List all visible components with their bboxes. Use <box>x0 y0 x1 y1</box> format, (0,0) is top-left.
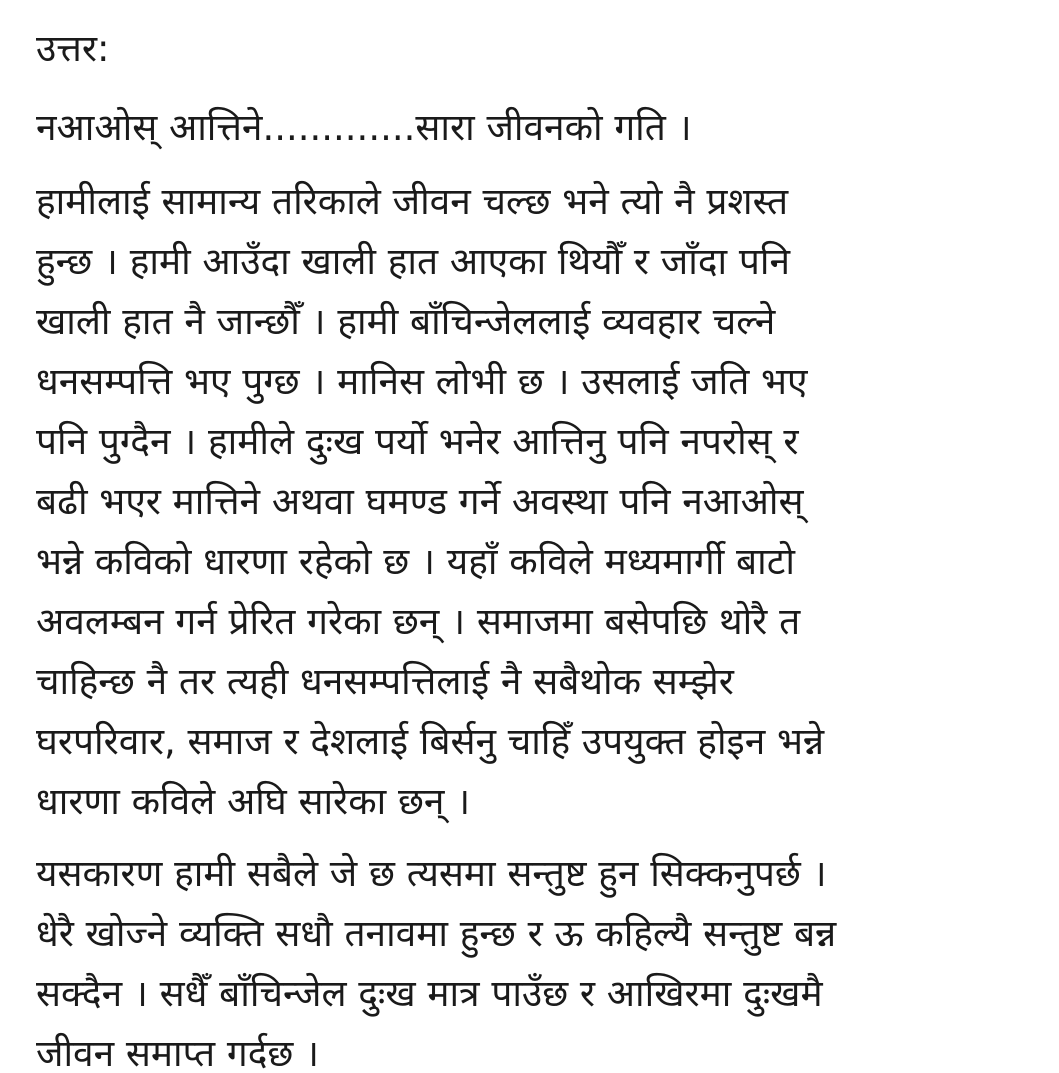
text-line: जीवन समाप्त गर्दछ । <box>36 1032 320 1073</box>
text-line: बढी भएर मात्तिने अथवा घमण्ड गर्ने अवस्था पनि नआओस् <box>36 480 804 523</box>
text-line: पनि पुग्दैन । हामीले दुःख पर्यो भनेर आत्तिनु पनि नपरोस् र <box>36 420 799 463</box>
answer-heading: उत्तर: <box>36 27 110 70</box>
text-line: धारणा कविले अघि सारेका छन् । <box>36 780 471 823</box>
text-line: धेरै खोज्ने व्यक्ति सधौ तनावमा हुन्छ र ऊ कहिल्यै सन्तुष्ट बन्न <box>36 912 837 955</box>
text-line: यसकारण हामी सबैले जे छ त्यसमा सन्तुष्ट हुन सिक्कनुपर्छ । <box>36 852 827 895</box>
text-line: अवलम्बन गर्न प्रेरित गरेका छन् । समाजमा बसेपछि थोरै त <box>36 600 801 643</box>
text-line: नआओस् आत्तिने.............सारा जीवनको गति । <box>36 106 692 149</box>
paragraph-verse-line <box>36 98 1031 158</box>
text-line: हामीलाई सामान्य तरिकाले जीवन चल्छ भने त्यो नै प्रशस्त <box>36 180 789 223</box>
text-line: सक्दैन । सधैँ बाँचिन्जेल दुःख मात्र पाउँछ र आखिरमा दुःखमै <box>36 972 823 1015</box>
text-line: घरपरिवार, समाज र देशलाई बिर्सनु चाहिँ उपयुक्त होइन भन्ने <box>36 720 825 763</box>
paragraph-conclusion <box>36 844 1031 1073</box>
text-line: हुन्छ । हामी आउँदा खाली हात आएका थियौँ र जाँदा पनि <box>36 240 790 283</box>
text-line: खाली हात नै जान्छौँ । हामी बाँचिन्जेललाई व्यवहार चल्ने <box>36 300 776 343</box>
paragraph-explanation <box>36 172 1031 832</box>
text-line: चाहिन्छ नै तर त्यही धनसम्पत्तिलाई नै सबैथोक सम्झेर <box>36 660 734 703</box>
text-line: भन्ने कविको धारणा रहेको छ । यहाँ कविले मध्यमार्गी बाटो <box>36 540 795 583</box>
text-line: धनसम्पत्ति भए पुग्छ । मानिस लोभी छ । उसलाई जति भए <box>36 360 808 403</box>
